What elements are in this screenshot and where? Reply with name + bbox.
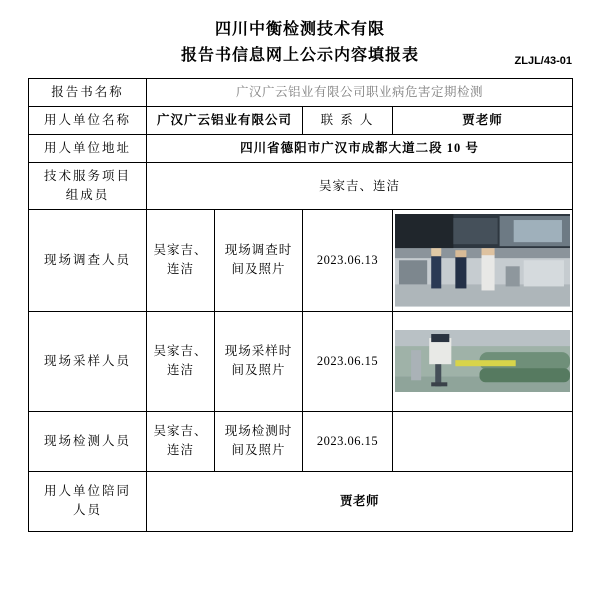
employer-label: 用人单位名称 (29, 107, 147, 135)
table-row-sampling (29, 311, 573, 411)
document-code: ZLJL/43-01 (514, 55, 572, 67)
report-name-label: 报告书名称 (29, 79, 147, 107)
sampling-item-line2: 间及照片 (231, 363, 286, 378)
accompany-label-line1: 用人单位陪同 (43, 484, 131, 499)
table-row-accompany (29, 471, 573, 531)
testing-person: 吴家吉、 连洁 (147, 411, 215, 471)
testing-item-line2: 间及照片 (231, 443, 286, 458)
survey-person: 吴家吉、 连洁 (147, 210, 215, 312)
table-row-address (29, 135, 573, 163)
sampling-date: 2023.06.15 (303, 311, 393, 411)
contact-label: 联 系 人 (303, 107, 393, 135)
testing-label: 现场检测人员 (29, 411, 147, 471)
survey-date: 2023.06.13 (303, 210, 393, 312)
testing-date: 2023.06.15 (303, 411, 393, 471)
table-row-testing (29, 411, 573, 471)
table-row-report-name (29, 79, 573, 107)
accompany-label-line2: 人员 (72, 503, 102, 518)
report-name-value: 广汉广云铝业有限公司职业病危害定期检测 (147, 79, 573, 107)
accompany-label (29, 471, 147, 531)
address-value: 四川省德阳市广汉市成都大道二段 10 号 (147, 135, 573, 163)
survey-item-line2: 间及照片 (231, 262, 286, 277)
survey-item-line1: 现场调查时 (224, 243, 293, 258)
site-sampling-photo (395, 330, 570, 392)
document-title-line2: 报告书信息网上公示内容填报表 (180, 47, 419, 64)
team-label-line2: 组成员 (65, 188, 110, 202)
site-survey-photo (395, 214, 570, 307)
team-value: 吴家吉、连洁 (147, 163, 573, 210)
sampling-photo-cell (393, 311, 573, 411)
sampling-label: 现场采样人员 (29, 311, 147, 411)
survey-item (215, 210, 303, 312)
employer-value: 广汉广云铝业有限公司 (147, 107, 303, 135)
survey-label: 现场调查人员 (29, 210, 147, 312)
team-label (29, 163, 147, 210)
sampling-person: 吴家吉、 连洁 (147, 311, 215, 411)
address-label: 用人单位地址 (29, 135, 147, 163)
table-row-team (29, 163, 573, 210)
testing-item (215, 411, 303, 471)
accompany-value: 贾老师 (147, 471, 573, 531)
sampling-item-line1: 现场采样时 (224, 344, 293, 359)
sampling-item (215, 311, 303, 411)
testing-item-line1: 现场检测时 (224, 424, 293, 439)
survey-photo-cell (393, 210, 573, 312)
report-info-table (28, 78, 573, 532)
document-title-line1: 四川中衡检测技术有限 (214, 21, 385, 38)
testing-photo-cell (393, 411, 573, 471)
document-header (28, 18, 572, 68)
contact-value: 贾老师 (393, 107, 573, 135)
team-label-line1: 技术服务项目 (43, 169, 131, 183)
table-row-survey (29, 210, 573, 312)
table-row-employer (29, 107, 573, 135)
